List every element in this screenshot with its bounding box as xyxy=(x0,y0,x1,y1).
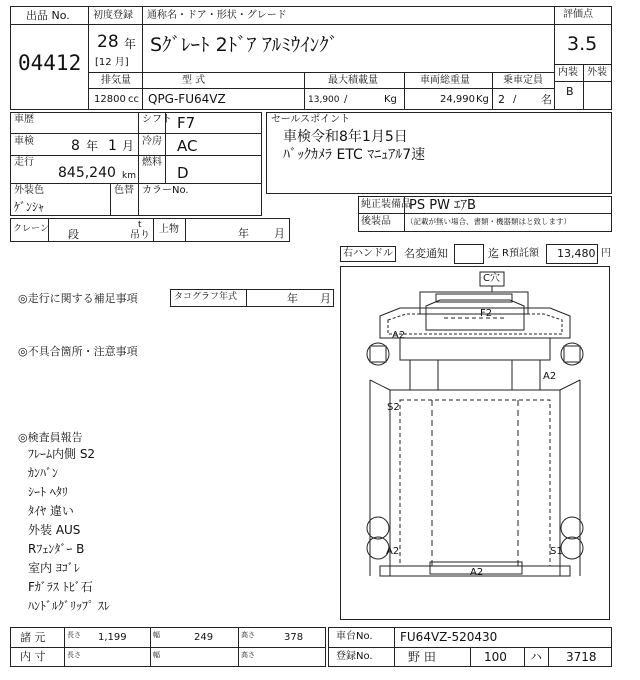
displacement-label: 排気量 xyxy=(101,75,131,86)
mileage-label: 走行 xyxy=(14,157,34,168)
inspector-title: ◎検査員報告 xyxy=(18,431,83,444)
first-reg-label: 初度登録 xyxy=(93,10,133,21)
inspector-item: ﾊﾝﾄﾞﾙｸﾞﾘｯﾌﾟ ｽﾚ xyxy=(28,599,110,613)
divider xyxy=(548,647,549,667)
crane-label: クレーン xyxy=(13,224,49,234)
displacement-value: 12800 xyxy=(94,94,126,105)
divider xyxy=(64,627,65,667)
name-label: 通称名・ドア・形状・グレード xyxy=(147,10,287,21)
width-value: 249 xyxy=(194,632,214,643)
crane-hang-label: 吊り xyxy=(130,230,150,241)
aftermarket-note: （記載が無い場合、書類・機器類はと致します） xyxy=(406,217,571,226)
diagram-mark-s1: S1 xyxy=(550,546,563,557)
divider xyxy=(142,6,143,72)
chassis-label: 車台No. xyxy=(336,631,373,642)
inspector-item: Rﾌｪﾝﾀﾞｰ B xyxy=(28,542,85,556)
sales-point-line1: 車検令和8年1月5日 xyxy=(283,129,408,145)
deadline-label: 迄 xyxy=(488,247,499,260)
fuel-label: 燃料 xyxy=(142,157,162,168)
divider xyxy=(10,183,262,184)
inner-dims-label: 内 寸 xyxy=(20,650,46,663)
shift-value: F7 xyxy=(177,114,196,132)
body-year-unit: 年 xyxy=(238,227,249,240)
sales-point-title: セールスポイント xyxy=(271,114,351,125)
divider xyxy=(524,647,525,667)
crane-ton-label: t xyxy=(138,220,142,230)
length-label-inner: 長さ xyxy=(67,651,81,659)
reg-number: 3718 xyxy=(566,650,597,664)
divider xyxy=(88,72,89,110)
inspection-month-unit: 月 xyxy=(122,139,135,153)
width-label-inner: 幅 xyxy=(153,651,160,659)
inspector-item: 室内 ﾖｺﾞﾚ xyxy=(28,561,80,575)
equipment-value: PS PW ｴｱB xyxy=(409,198,476,213)
r-deposit-value: 13,480 xyxy=(557,247,596,260)
height-value: 378 xyxy=(284,632,304,643)
divider xyxy=(153,218,154,242)
first-reg-month: [12 月] xyxy=(95,57,129,68)
divider xyxy=(246,289,247,307)
displacement-unit: cc xyxy=(128,94,139,105)
sales-point-line2: ﾊﾞｯｸｶﾒﾗ ETC ﾏﾆｭｱﾙ7速 xyxy=(283,147,426,163)
dims-label: 諸 元 xyxy=(20,631,46,644)
divider xyxy=(404,72,405,110)
inspector-item: ﾌﾚｰﾑ内側 S2 xyxy=(28,447,96,461)
divider xyxy=(10,155,262,156)
diagram-mark-f2: F2 xyxy=(480,308,493,319)
model-label: 型 式 xyxy=(182,75,206,86)
divider xyxy=(88,24,554,25)
first-reg-year: 28 xyxy=(97,32,119,52)
max-load-slash: / xyxy=(344,94,348,105)
divider xyxy=(110,183,111,216)
color-change-label: 色替 xyxy=(114,185,134,196)
model-value: QPG-FU64VZ xyxy=(148,92,226,106)
inspector-item: ﾀｲﾔ 違い xyxy=(28,504,74,518)
divider xyxy=(554,6,555,110)
inspection-label: 車検 xyxy=(14,136,34,147)
divider xyxy=(88,88,554,89)
details-frame xyxy=(10,112,262,216)
divider xyxy=(88,72,554,73)
divider xyxy=(10,647,326,648)
inspection-year: 8 xyxy=(71,138,80,154)
color-value: ｹﾞﾝｼｬ xyxy=(14,200,45,214)
divider xyxy=(185,218,186,242)
name-change-label: 名変通知 xyxy=(404,247,448,260)
right-hand-label: 右ハンドル xyxy=(343,248,393,259)
capacity-unit: 名 xyxy=(541,93,552,106)
height-label-inner: 高さ xyxy=(241,651,255,659)
inspector-item: ｶﾝﾊﾞﾝ xyxy=(28,466,59,480)
diagram-mark-a2-front-right: A2 xyxy=(543,371,557,382)
divider xyxy=(554,24,612,25)
lot-number: 04412 xyxy=(18,51,82,75)
height-label: 高さ xyxy=(241,631,255,639)
divider xyxy=(88,6,89,72)
history-label: 車歴 xyxy=(14,114,34,125)
inspection-month: 1 xyxy=(108,138,117,154)
inspector-item: ｼｰﾄ ﾍﾀﾘ xyxy=(28,485,68,499)
year-unit: 年 xyxy=(124,37,137,51)
inspector-item: 外装 AUS xyxy=(28,523,81,537)
length-value: 1,199 xyxy=(98,632,127,643)
color-no-label: カラーNo. xyxy=(142,185,189,196)
tachograph-month-unit: 月 xyxy=(320,292,331,305)
r-deposit-unit: 円 xyxy=(601,248,611,259)
score-value: 3.5 xyxy=(567,33,598,55)
interior-label: 内装 xyxy=(558,67,578,78)
equipment-label: 純正装備品 xyxy=(361,199,411,210)
name-change-box xyxy=(454,244,484,264)
divider xyxy=(358,213,612,214)
divider xyxy=(238,627,239,667)
divider xyxy=(138,112,139,216)
lot-label: 出品 No. xyxy=(26,9,70,22)
divider xyxy=(583,64,584,110)
divider xyxy=(142,72,143,110)
divider xyxy=(10,133,262,134)
max-load-unit: Kg xyxy=(384,94,397,105)
capacity-label: 乗車定員 xyxy=(503,75,543,86)
diagram-c-hole-tag: C穴 xyxy=(483,273,500,284)
body-month-unit: 月 xyxy=(274,227,285,240)
interior-value: B xyxy=(566,85,574,98)
reg-class: 100 xyxy=(484,650,507,664)
reg-kana: ハ xyxy=(530,650,543,664)
mileage-value: 845,240 xyxy=(58,165,116,181)
crane-stage-label: 段 xyxy=(68,228,79,241)
length-label: 長さ xyxy=(67,631,81,639)
exterior-label: 外装 xyxy=(587,67,607,78)
aircon-value: AC xyxy=(177,137,198,155)
gross-weight-label: 車両総重量 xyxy=(420,75,470,86)
chassis-value: FU64VZ-520430 xyxy=(400,630,498,644)
reg-area: 野 田 xyxy=(408,650,436,664)
divider xyxy=(470,647,471,667)
tachograph-year-unit: 年 xyxy=(287,292,298,305)
tachograph-label: タコグラフ年式 xyxy=(174,292,238,302)
r-deposit-label: R預託額 xyxy=(502,248,539,259)
divider xyxy=(10,24,88,25)
aircon-label: 冷房 xyxy=(142,136,162,147)
divider xyxy=(304,72,305,110)
width-label: 幅 xyxy=(153,631,160,639)
inspection-year-unit: 年 xyxy=(86,139,99,153)
reg-label: 登録No. xyxy=(336,651,373,662)
score-label: 評価点 xyxy=(563,9,593,20)
divider xyxy=(394,627,395,667)
gross-weight-unit: Kg xyxy=(476,94,489,105)
body-label: 上物 xyxy=(159,224,179,235)
fuel-value: D xyxy=(177,164,189,182)
capacity-slash: / xyxy=(513,94,517,105)
diagram-mark-a2-rear: A2 xyxy=(470,567,484,578)
aftermarket-label: 後装品 xyxy=(361,216,391,227)
shift-label: シフト xyxy=(142,114,172,125)
diagram-mark-s2: S2 xyxy=(387,402,400,413)
car-name: Sｸﾞﾚｰﾄ 2ﾄﾞｱ ｱﾙﾐｳｲﾝｸﾞ xyxy=(150,34,339,56)
running-notes-title: ◎走行に関する補足事項 xyxy=(18,292,138,305)
capacity-value: 2 xyxy=(498,93,505,106)
max-load-label: 最大積載量 xyxy=(328,75,378,86)
inspector-item: Fｶﾞﾗｽ ﾄﾋﾞ石 xyxy=(28,580,93,594)
divider xyxy=(492,72,493,110)
diagram-mark-a2-rear-left: A2 xyxy=(386,546,400,557)
max-load-value: 13,900 xyxy=(308,95,340,105)
diagram-mark-a2-front-left: A2 xyxy=(392,330,406,341)
gross-weight-value: 24,990 xyxy=(440,94,475,105)
mileage-unit: km xyxy=(122,171,136,181)
divider xyxy=(150,627,151,667)
defects-title: ◎不具合箇所・注意事項 xyxy=(18,345,138,358)
color-label: 外装色 xyxy=(14,185,44,196)
